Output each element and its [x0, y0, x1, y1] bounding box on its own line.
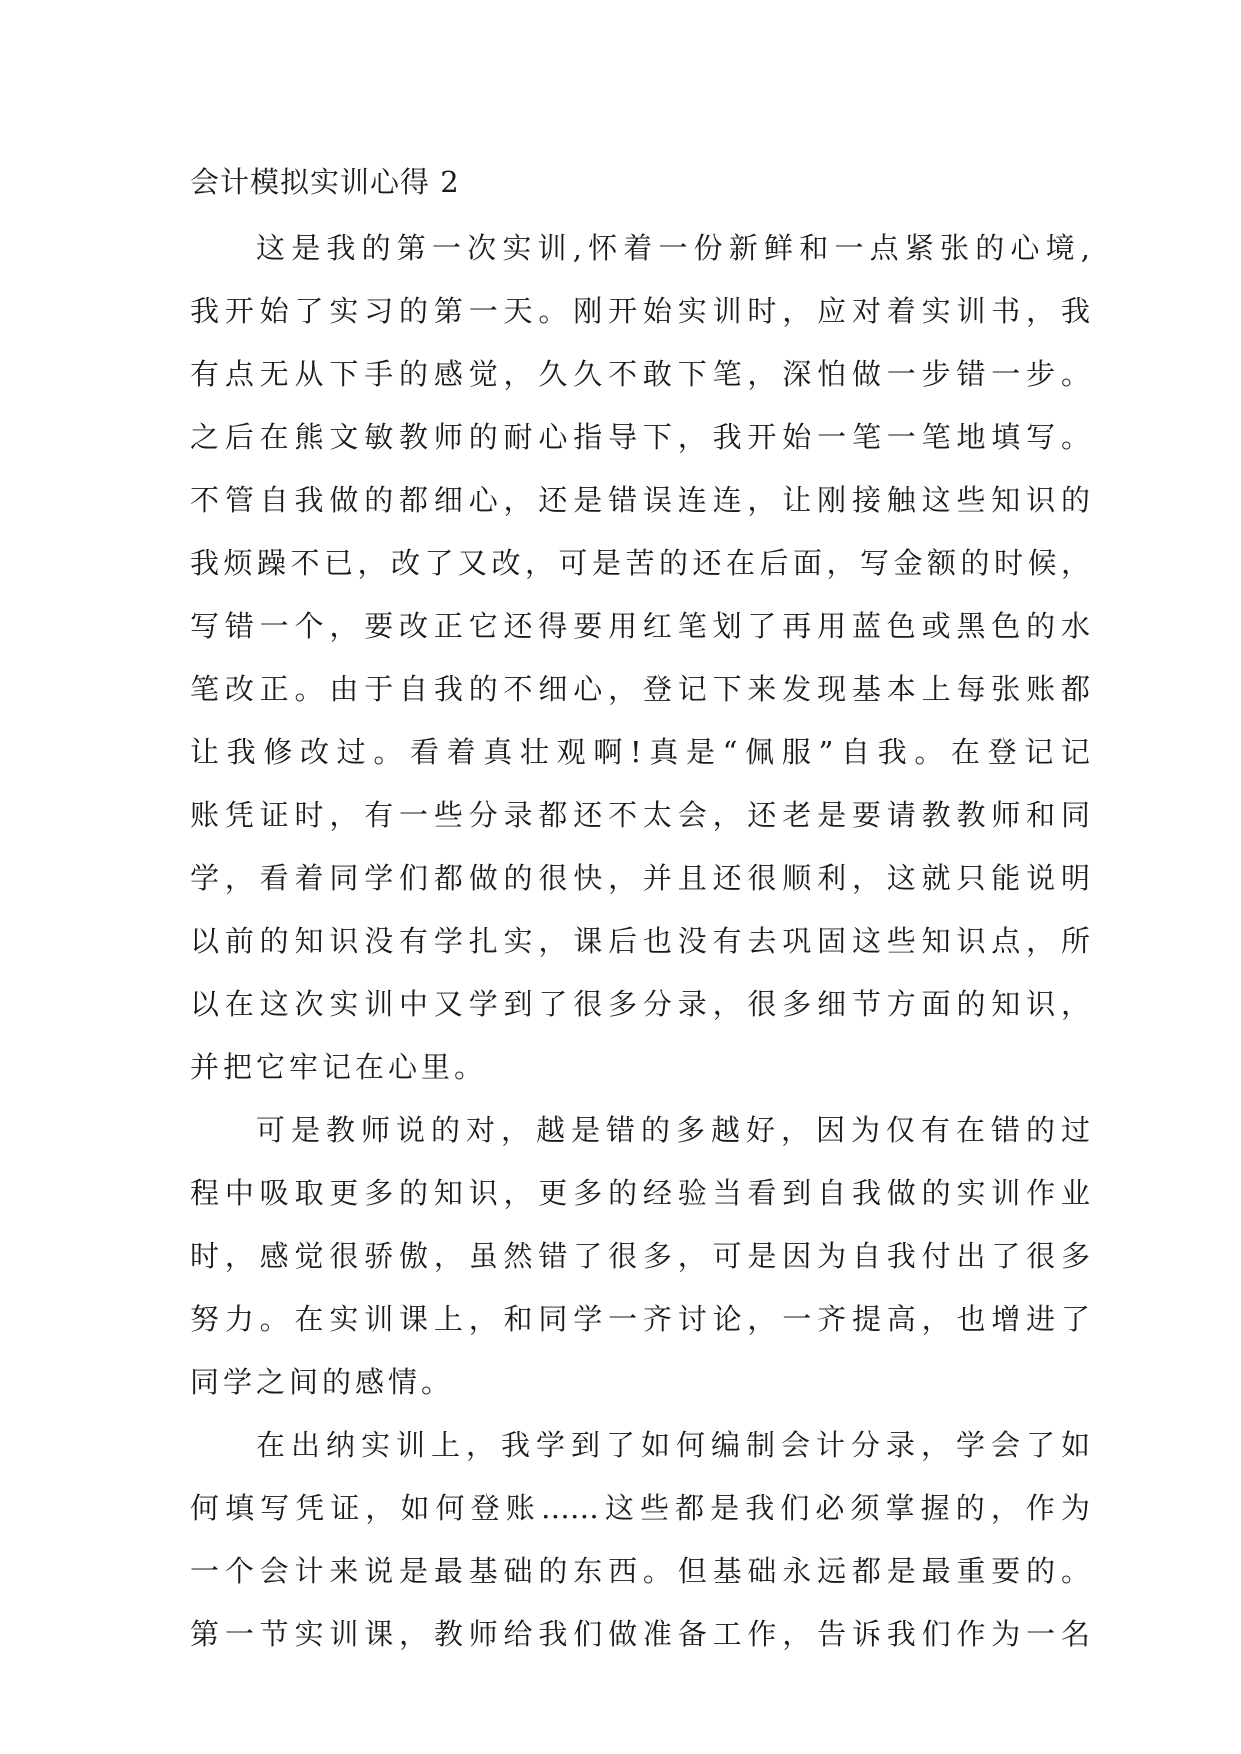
- paragraph-1-line-8: 笔改正。由于自我的不细心，登记下来发现基本上每张账都: [190, 672, 1090, 706]
- paragraph-1-line-5: 不管自我做的都细心，还是错误连连，让刚接触这些知识的: [190, 483, 1090, 517]
- paragraph-1-line-13: 以在这次实训中又学到了很多分录，很多细节方面的知识，: [190, 987, 1090, 1021]
- paragraph-1-line-12: 以前的知识没有学扎实，课后也没有去巩固这些知识点，所: [190, 924, 1090, 958]
- paragraph-2-line-1: 可是教师说的对，越是错的多越好，因为仅有在错的过: [256, 1113, 1090, 1147]
- paragraph-2-line-5: 同学之间的感情。: [190, 1365, 455, 1399]
- paragraph-2-line-2: 程中吸取更多的知识，更多的经验当看到自我做的实训作业: [190, 1176, 1090, 1210]
- paragraph-3-line-4: 第一节实训课，教师给我们做准备工作，告诉我们作为一名: [190, 1617, 1090, 1651]
- paragraph-1-line-10: 账凭证时，有一些分录都还不太会，还老是要请教教师和同: [190, 798, 1090, 832]
- paragraph-1-line-7: 写错一个，要改正它还得要用红笔划了再用蓝色或黑色的水: [190, 609, 1090, 643]
- paragraph-1-line-14: 并把它牢记在心里。: [190, 1050, 488, 1084]
- paragraph-1-line-1: 这是我的第一次实训,怀着一份新鲜和一点紧张的心境,: [256, 231, 1090, 265]
- paragraph-1-line-9: 让我修改过。看着真壮观啊!真是“佩服”自我。在登记记: [190, 735, 1090, 769]
- document-title: 会计模拟实训心得 2: [190, 165, 460, 199]
- paragraph-1-line-11: 学，看着同学们都做的很快，并且还很顺利，这就只能说明: [190, 861, 1090, 895]
- paragraph-2-line-3: 时，感觉很骄傲，虽然错了很多，可是因为自我付出了很多: [190, 1239, 1090, 1273]
- paragraph-1-line-3: 有点无从下手的感觉，久久不敢下笔，深怕做一步错一步。: [190, 357, 1090, 391]
- paragraph-1-line-4: 之后在熊文敏教师的耐心指导下，我开始一笔一笔地填写。: [190, 420, 1090, 454]
- paragraph-1-line-6: 我烦躁不已，改了又改，可是苦的还在后面，写金额的时候，: [190, 546, 1090, 580]
- paragraph-3-line-1: 在出纳实训上，我学到了如何编制会计分录，学会了如: [256, 1428, 1090, 1462]
- paragraph-3-line-3: 一个会计来说是最基础的东西。但基础永远都是最重要的。: [190, 1554, 1090, 1588]
- paragraph-3-line-2: 何填写凭证，如何登账……这些都是我们必须掌握的，作为: [190, 1491, 1090, 1525]
- paragraph-1-line-2: 我开始了实习的第一天。刚开始实训时，应对着实训书，我: [190, 294, 1090, 328]
- paragraph-2-line-4: 努力。在实训课上，和同学一齐讨论，一齐提高，也增进了: [190, 1302, 1090, 1336]
